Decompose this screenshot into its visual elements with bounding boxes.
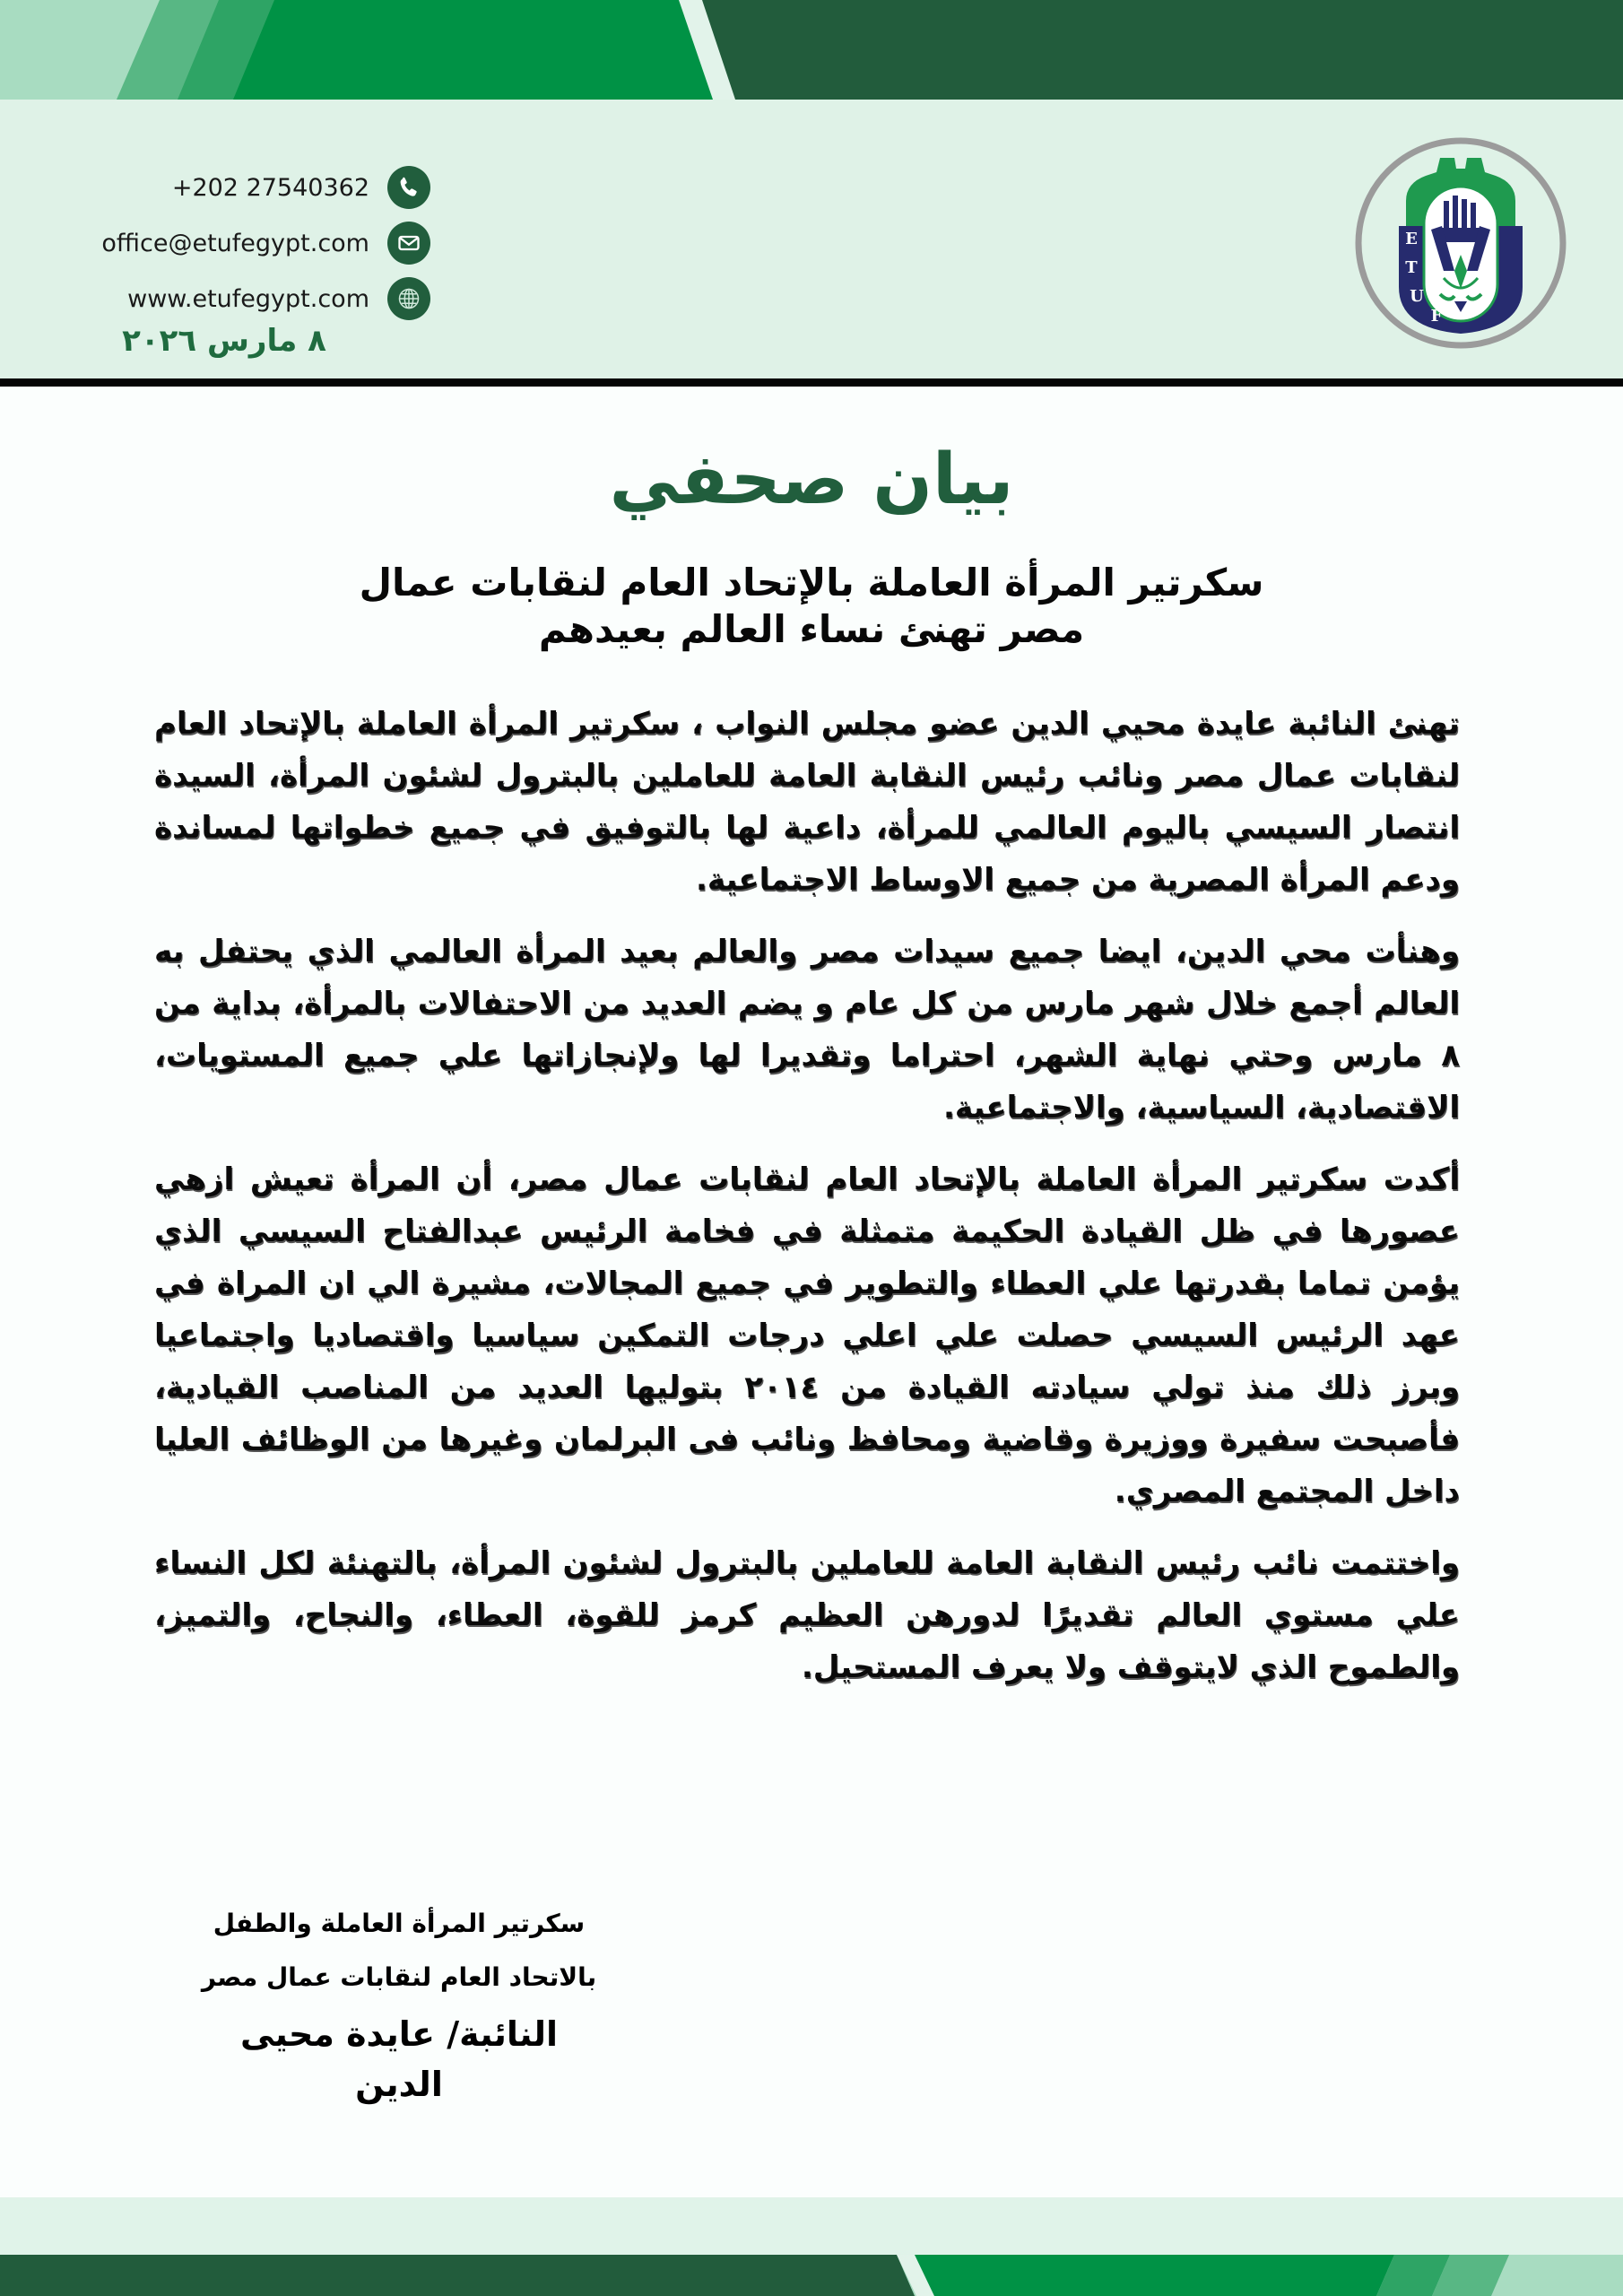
envelope-icon	[387, 222, 430, 265]
headline-line-1: سكرتير المرأة العاملة بالإتحاد العام لنقابات عمال	[359, 561, 1264, 604]
svg-text:T: T	[1405, 258, 1418, 277]
svg-text:U: U	[1410, 287, 1424, 306]
contact-email	[9, 215, 430, 271]
signatory-title-2: بالاتحاد العام لنقابات عمال مصر	[201, 1962, 597, 1992]
email-address: office@etufegypt.com	[101, 229, 369, 257]
header-divider	[0, 378, 1623, 387]
footer-panel	[0, 2197, 1623, 2255]
globe-icon	[387, 277, 430, 320]
document-date: ٨ مارس ٢٠٢٦	[122, 323, 326, 359]
phone-number: +202 27540362	[171, 173, 369, 202]
press-release-label: بيان صحفي	[609, 439, 1014, 520]
headline-line-2: مصر تهنئ نساء العالم بعيدهم	[538, 607, 1085, 651]
signatory-name: النائبة/ عايدة محيى الدين	[240, 2014, 558, 2104]
header-decorative-bands	[0, 0, 1623, 100]
paragraph-3: أكدت سكرتير المرأة العاملة بالإتحاد العام لنقابات عمال مصر، أن المرأة تعيش ازهي عصورها في ظل القيادة الحكيمة متمثلة في فخامة الرئيس عبدالفتاح السيسي الذي يؤمن تماما بقدرتها علي العطاء والتطوير في جميع المجالات، مشيرة الي ان المراة في عهد الرئيس السيسي حصلت علي اعلي درجات التمكين سياسيا واقتصاديا واجتماعيا وبرز ذلك منذ تولي سيادته القيادة من ٢٠١٤ بتوليها العديد من المناصب القيادية، فأصبحت سفيرة ووزيرة وقاضية ومحافظ ونائب فى البرلمان وغيرها من الوظائف العليا داخل المجتمع المصري.	[154, 1161, 1461, 1509]
signature-block	[193, 1901, 605, 2109]
contact-info	[9, 160, 430, 326]
paragraph-1: تهنئ النائبة عايدة محيي الدين عضو مجلس النواب ، سكرتير المرأة العاملة بالإتحاد العام لنقابات عمال مصر ونائب رئيس النقابة العامة للعاملين بالبترول لشئون المرأة، السيدة انتصار السيسي باليوم العالمي للمرأة، داعية لها بالتوفيق في جميع خطواتها لمساندة ودعم المرأة المصرية من جميع الاوساط الاجتماعية.	[154, 706, 1460, 898]
signatory-title-1: سكرتير المرأة العاملة والطفل	[213, 1909, 586, 1938]
phone-icon	[387, 166, 430, 209]
etuf-logo	[1354, 136, 1567, 350]
footer-decorative-bands	[0, 2255, 1623, 2296]
press-release-body	[154, 698, 1460, 1713]
website-url: www.etufegypt.com	[127, 284, 369, 313]
headline	[224, 560, 1399, 653]
contact-phone	[9, 160, 430, 215]
svg-text:F: F	[1430, 307, 1443, 326]
paragraph-4: واختتمت نائب رئيس النقابة العامة للعاملين بالبترول لشئون المرأة، بالتهنئة لكل النساء علي مستوي العالم تقديرًا لدورهن العظيم كرمز للقوة، العطاء، والنجاح، والتميز، والطموح الذي لايتوقف ولا يعرف المستحيل.	[154, 1545, 1460, 1685]
svg-text:E: E	[1405, 230, 1418, 248]
contact-website	[9, 271, 430, 326]
paragraph-2: وهنأت محي الدين، ايضا جميع سيدات مصر والعالم بعيد المرأة العالمي الذي يحتفل به العالم أجمع خلال شهر مارس من كل عام و يضم العديد من الاحتفالات بالمرأة، بداية من ٨ مارس وحتي نهاية الشهر، احتراما وتقديرا لها ولإنجازاتها علي جميع المستويات، الاقتصادية، السياسية، والاجتماعية.	[154, 934, 1460, 1126]
